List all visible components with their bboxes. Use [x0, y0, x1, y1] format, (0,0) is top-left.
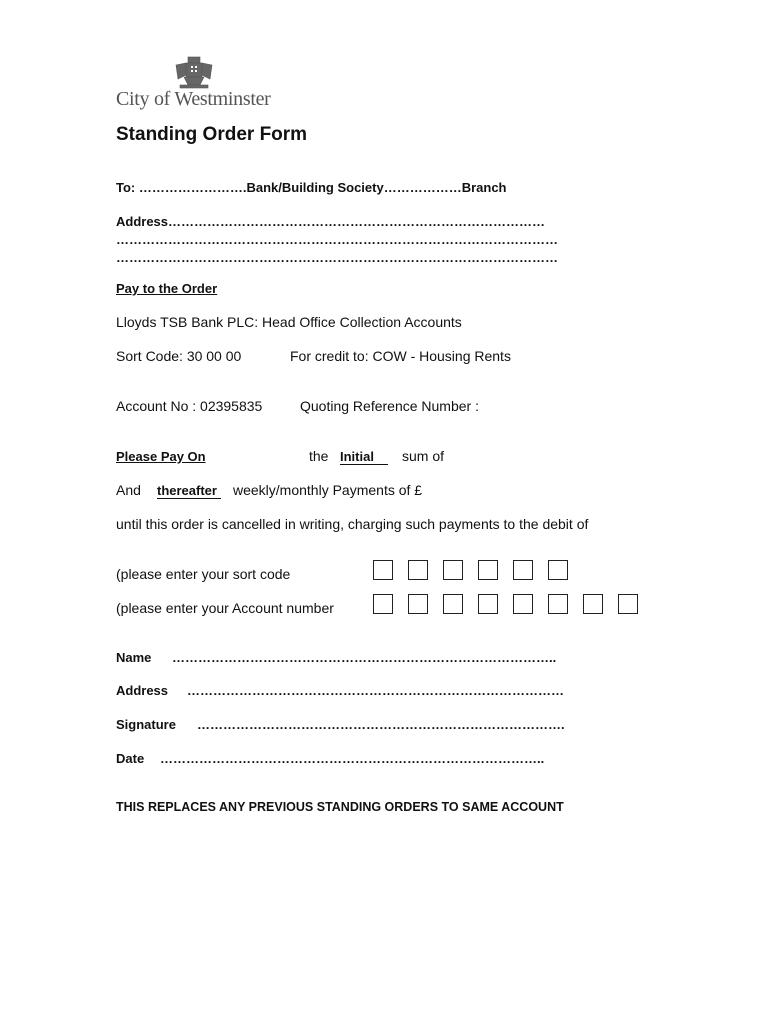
and-label: And	[116, 482, 141, 498]
sort-code-digit-box[interactable]	[478, 560, 498, 580]
signature-label: Signature	[116, 717, 176, 732]
date-field[interactable]: ……………………………………………………………………………..	[160, 751, 545, 766]
please-pay-on-label: Please Pay On	[116, 449, 206, 464]
bank-address-line-3[interactable]: …………………………………………………………………………………………	[116, 250, 558, 265]
signature-field[interactable]: ………………………………………………………………………….	[197, 717, 565, 732]
replaces-previous-orders-notice: THIS REPLACES ANY PREVIOUS STANDING ORDERS TO SAME ACCOUNT	[116, 800, 564, 814]
account-digit-box[interactable]	[478, 594, 498, 614]
payee-bank-line: Lloyds TSB Bank PLC: Head Office Collection Accounts	[116, 314, 462, 330]
account-digit-box[interactable]	[373, 594, 393, 614]
weekly-monthly-payments-label: weekly/monthly Payments of £	[233, 482, 423, 498]
signer-address-field[interactable]: ……………………………………………………………………………	[187, 683, 564, 698]
account-number-prompt: (please enter your Account number	[116, 600, 334, 616]
initial-label: Initial	[340, 449, 388, 465]
sort-code-digit-box[interactable]	[443, 560, 463, 580]
bank-address-line-2[interactable]: …………………………………………………………………………………………	[116, 232, 558, 247]
account-digit-box[interactable]	[548, 594, 568, 614]
account-digit-box[interactable]	[618, 594, 638, 614]
account-digit-box[interactable]	[583, 594, 603, 614]
city-crest-logo	[172, 55, 216, 89]
city-of-westminster-logo-text: City of Westminster	[116, 88, 271, 110]
account-number-text: Account No : 02395835	[116, 398, 263, 414]
date-label: Date	[116, 751, 145, 766]
sort-code-digit-box[interactable]	[373, 560, 393, 580]
sort-code-digit-box[interactable]	[548, 560, 568, 580]
form-title: Standing Order Form	[116, 124, 308, 145]
account-digit-box[interactable]	[513, 594, 533, 614]
account-digit-box[interactable]	[443, 594, 463, 614]
sort-code-digit-box[interactable]	[408, 560, 428, 580]
the-label: the	[309, 448, 329, 464]
sum-of-label: sum of	[402, 448, 445, 464]
name-field[interactable]: ……………………………………………………………………………..	[172, 650, 557, 665]
until-cancelled-text: until this order is cancelled in writing, charging such payments to the debit of	[116, 516, 589, 532]
sort-code-text: Sort Code: 30 00 00	[116, 348, 242, 364]
name-label: Name	[116, 650, 152, 665]
thereafter-label: thereafter	[157, 483, 221, 499]
sort-code-digit-box[interactable]	[513, 560, 533, 580]
sort-code-prompt: (please enter your sort code	[116, 566, 291, 582]
credit-to-text: For credit to: COW - Housing Rents	[290, 348, 511, 364]
pay-to-order-heading: Pay to the Order	[116, 281, 218, 296]
to-bank-line[interactable]: To: …………………….Bank/Building Society………………Branch	[116, 180, 507, 195]
bank-address-line-1[interactable]: Address……………………………………………………………………………	[116, 214, 546, 229]
quoting-reference-label: Quoting Reference Number :	[300, 398, 479, 414]
signer-address-label: Address	[116, 683, 169, 698]
account-digit-box[interactable]	[408, 594, 428, 614]
